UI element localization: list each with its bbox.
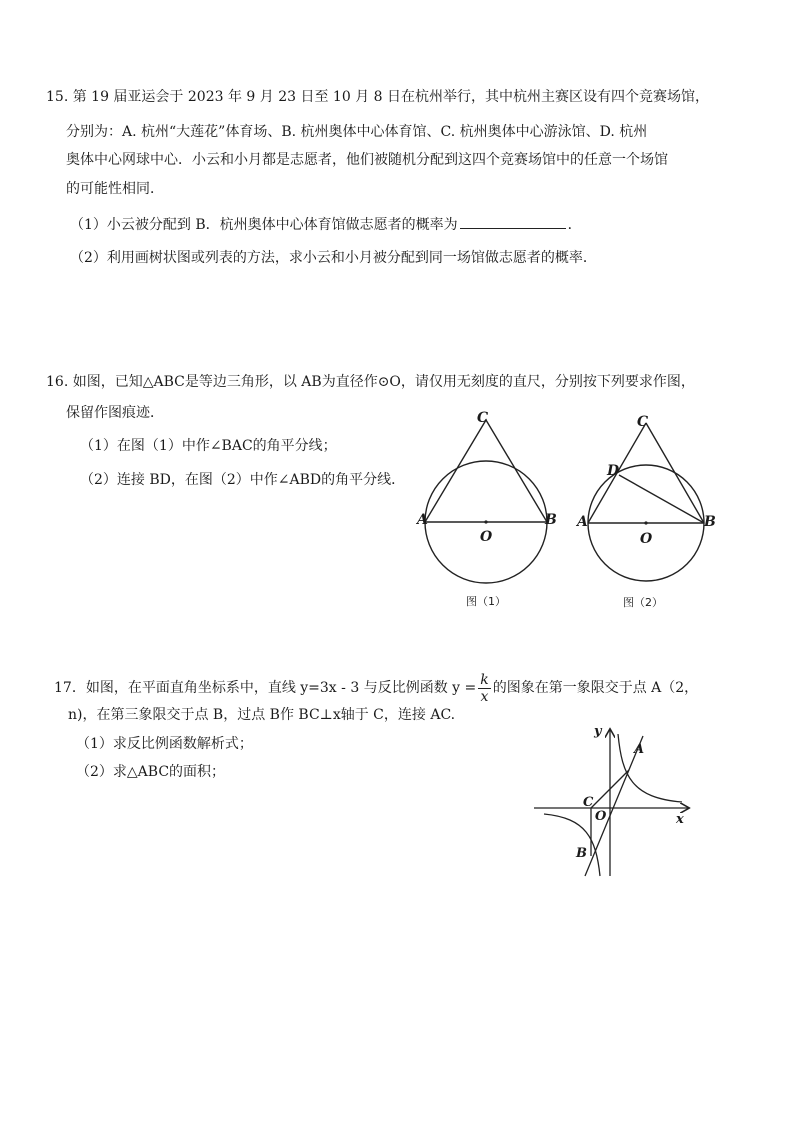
q15-answer-blank[interactable]	[460, 214, 566, 229]
q15-line-2: 分别为：A. 杭州“大莲花”体育场、B. 杭州奥体中心体育馆、C. 杭州奥体中心游泳馆、D. 杭州	[66, 124, 648, 140]
fig1-label-o: O	[480, 529, 493, 545]
q15-sub-1	[70, 214, 582, 234]
fig2-side-bc	[646, 423, 704, 523]
q17-line-2: n)，在第三象限交于点 B，过点 B作 BC⊥x轴于 C，连接 AC.	[68, 707, 456, 723]
fig2-label-d: D	[607, 463, 620, 479]
q15-line-4: 的可能性相同．	[66, 181, 164, 197]
fig2-label-c: C	[637, 414, 649, 430]
fig17-label-o: O	[595, 809, 607, 824]
q15-line-3: 奥体中心网球中心．小云和小月都是志愿者，他们被随机分配到这四个竞赛场馆中的任意一个场馆	[66, 152, 668, 168]
fig1-label-b: B	[545, 512, 557, 528]
q17-line-1-a: 17．如图，在平面直角坐标系中，直线 y=3x - 3 与反比例函数 y =	[54, 680, 477, 696]
q17-sub-1: （1）求反比例函数解析式；	[76, 736, 253, 752]
q16-sub-2: （2）连接 BD，在图（2）中作∠ABD的角平分线．	[80, 472, 406, 488]
fig17-label-b: B	[576, 846, 587, 861]
q17-line-1	[54, 668, 698, 708]
fig17-label-x: x	[676, 812, 684, 827]
q16-sub-1: （1）在图（1）中作∠BAC的角平分线；	[80, 438, 337, 454]
q16-figure-1	[412, 408, 602, 608]
fig2-label-a: A	[577, 514, 588, 530]
fig2-label-b: B	[704, 514, 716, 530]
fig17-label-y: y	[594, 724, 602, 739]
q17-fraction	[478, 672, 490, 705]
q15-sub-1-text: （1）小云被分配到 B．杭州奥体中心体育馆做志愿者的概率为	[70, 217, 458, 233]
fig2-caption: 图（2）	[623, 596, 663, 609]
hyperbola-first-quadrant	[618, 734, 682, 802]
q17-figure	[530, 726, 700, 886]
fig17-label-c: C	[583, 795, 594, 810]
q16-line-2: 保留作图痕迹．	[66, 405, 164, 421]
fig1-side-ac	[425, 420, 486, 522]
fig2-segment-bd	[619, 475, 704, 523]
fig17-label-a: A	[634, 742, 645, 757]
fig1-label-c: C	[477, 410, 489, 426]
q17-sub-2: （2）求△ABC的面积；	[76, 764, 226, 780]
fig1-label-a: A	[417, 512, 428, 528]
q17-line-1-b: 的图象在第一象限交于点 A（2，	[492, 680, 699, 696]
q16-line-1: 16. 如图，已知△ABC是等边三角形，以 AB为直径作⊙O，请仅用无刻度的直尺，分别按下列要求作图，	[46, 374, 695, 390]
fig1-center-dot	[484, 520, 487, 523]
fig1-caption: 图（1）	[466, 595, 506, 608]
q16-figure-2	[575, 408, 765, 608]
q15-sub-1-end: ．	[567, 217, 582, 233]
fig2-label-o: O	[640, 531, 653, 547]
q15-line-1: 15. 第 19 届亚运会于 2023 年 9 月 23 日至 10 月 8 日在杭州举行，其中杭州主赛区设有四个竞赛场馆，	[46, 89, 710, 105]
q17-fraction-denominator: x	[480, 688, 489, 705]
q15-sub-2: （2）利用画树状图或列表的方法，求小云和小月被分配到同一场馆做志愿者的概率．	[70, 250, 597, 266]
fig1-side-bc	[486, 420, 547, 522]
q17-fraction-numerator: k	[480, 671, 489, 688]
fig2-center-dot	[644, 521, 647, 524]
